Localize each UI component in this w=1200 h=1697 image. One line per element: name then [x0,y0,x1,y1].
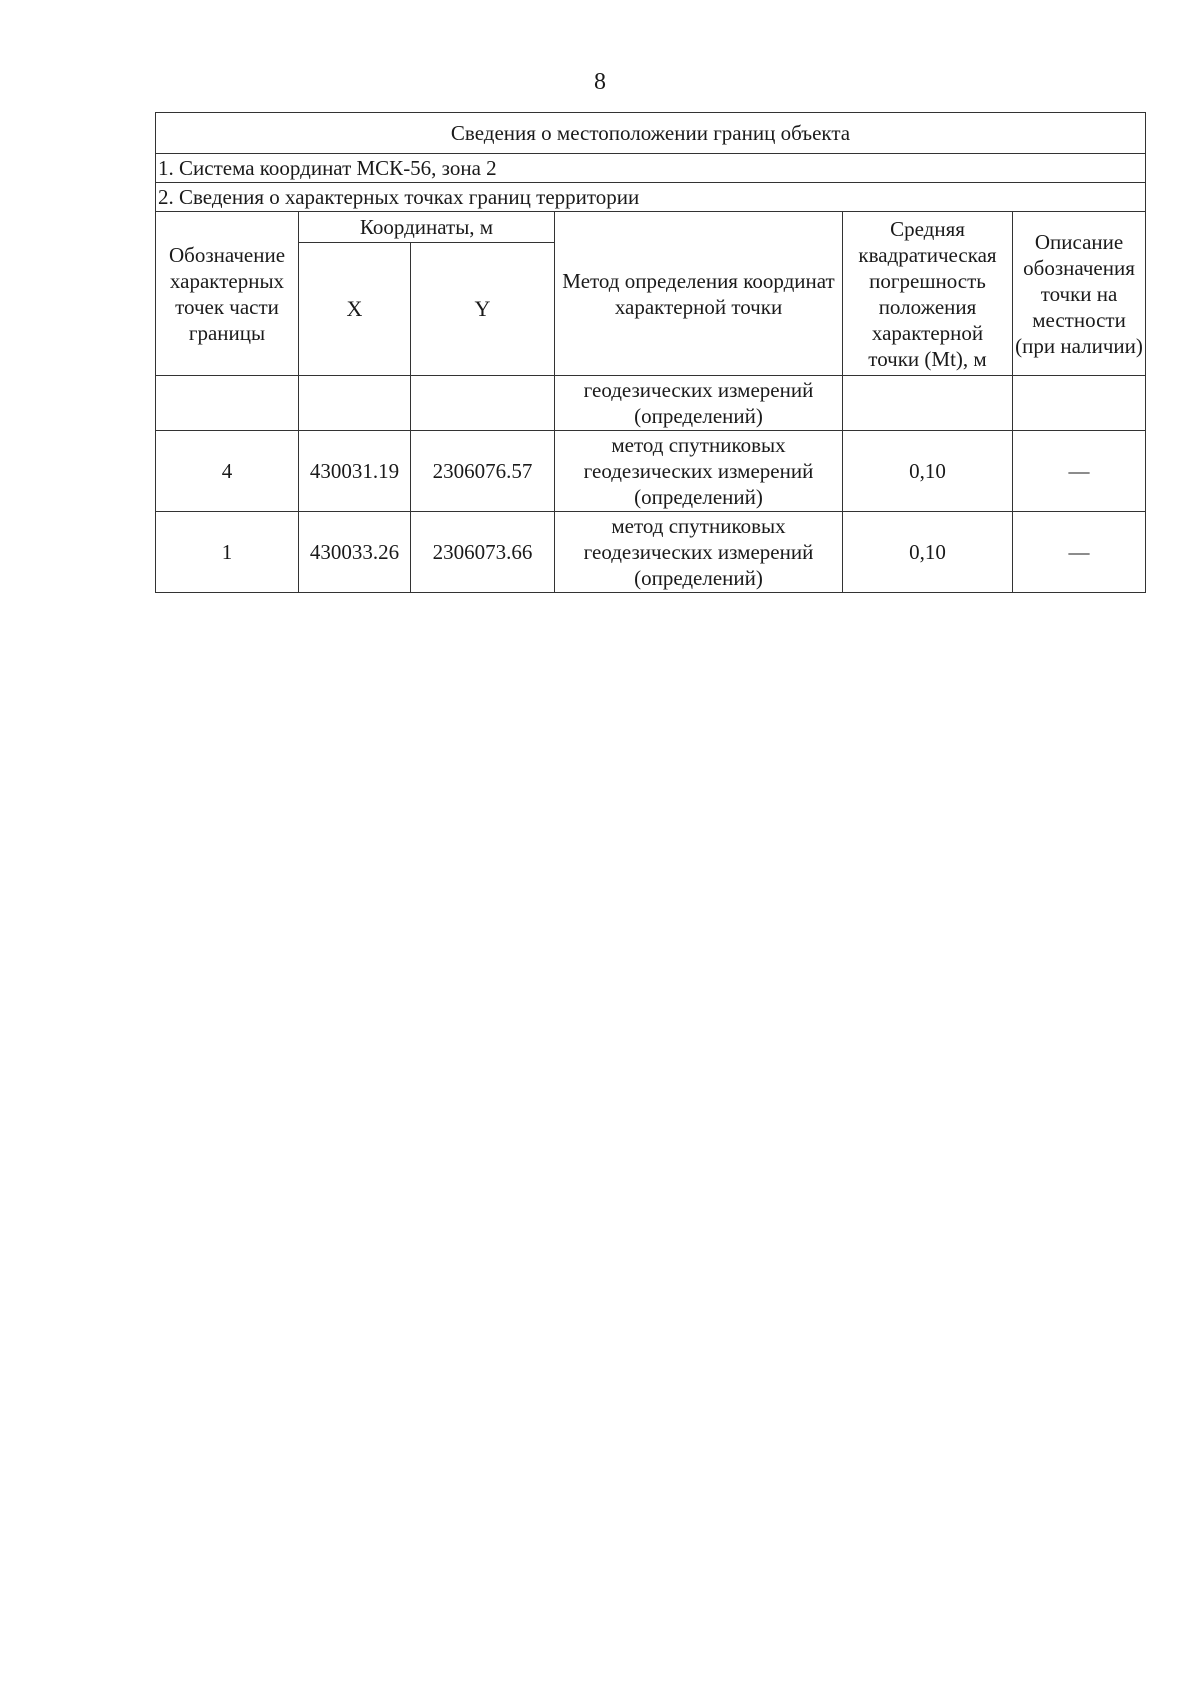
table-title-row [156,113,1146,154]
coordinate-system: 1. Система координат МСК-56, зона 2 [156,154,1146,183]
continuation-error [843,376,1013,431]
header-row-top [156,212,1146,243]
continuation-y [411,376,555,431]
description-cell: — [1013,512,1146,593]
error-cell: 0,10 [843,512,1013,593]
error-cell: 0,10 [843,431,1013,512]
boundary-points-table [155,112,1146,593]
point-cell: 4 [156,431,299,512]
method-cell: метод спутниковых геодезических измерений (определений) [555,431,843,512]
table-row [156,512,1146,593]
x-cell: 430031.19 [299,431,411,512]
continuation-row [156,376,1146,431]
continuation-x [299,376,411,431]
header-point: Обозначение характерных точек части границы [156,212,299,376]
table-title: Сведения о местоположении границ объекта [156,113,1146,154]
y-cell: 2306073.66 [411,512,555,593]
section-row [156,183,1146,212]
y-cell: 2306076.57 [411,431,555,512]
description-cell: — [1013,431,1146,512]
x-cell: 430033.26 [299,512,411,593]
header-method: Метод определения координат характерной точки [555,212,843,376]
section-title: 2. Сведения о характерных точках границ территории [156,183,1146,212]
table-row [156,431,1146,512]
method-cell: метод спутниковых геодезических измерений (определений) [555,512,843,593]
header-error: Средняя квадратическая погрешность положения характерной точки (Mt), м [843,212,1013,376]
coordinate-system-row [156,154,1146,183]
page-number: 8 [594,69,606,95]
continuation-method: геодезических измерений (определений) [555,376,843,431]
header-y: Y [411,243,555,376]
point-cell: 1 [156,512,299,593]
header-coordinates: Координаты, м [299,212,555,243]
continuation-description [1013,376,1146,431]
header-x: X [299,243,411,376]
continuation-point [156,376,299,431]
header-description: Описание обозначения точки на местности (при наличии) [1013,212,1146,376]
